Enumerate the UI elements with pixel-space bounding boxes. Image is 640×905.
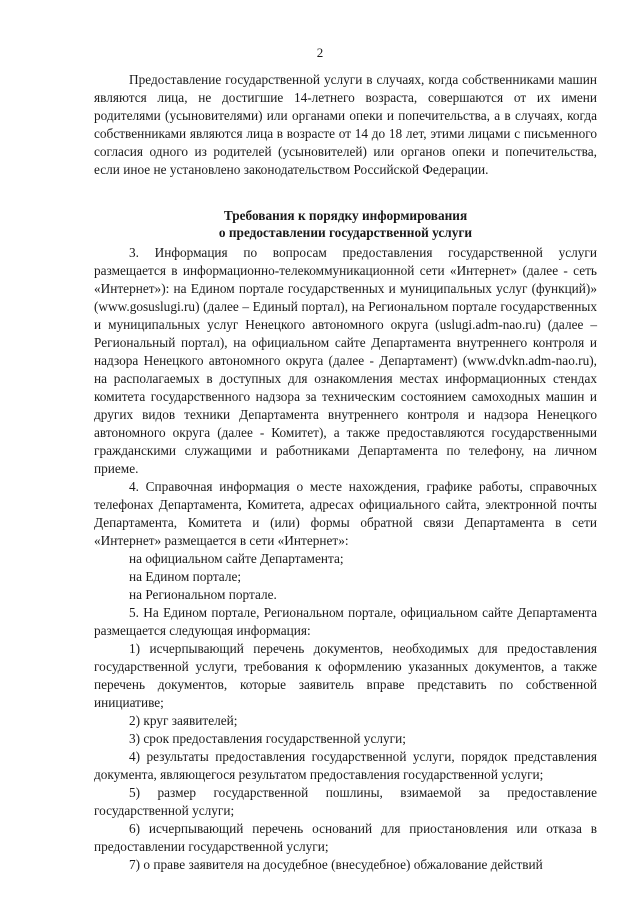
list-item-3: 3) срок предоставления государственной услуги; [129,731,406,746]
section-heading-line-2: о предоставлении государственной услуги [218,225,473,240]
list-item-6: 6) исчерпывающий перечень оснований для приостановления или отказа в предоставлении государственной услуги; [94,821,597,854]
list-item-official-site: на официальном сайте Департамента; [129,551,344,566]
list-item-single-portal: на Едином портале; [129,569,242,584]
body-block [94,244,597,874]
section-heading [94,207,597,241]
list-item-4: 4) результаты предоставления государственной услуги, порядок представления документа, являющегося результатом предоставления государственной услуги; [94,749,597,782]
list-item-7: 7) о праве заявителя на досудебное (внесудебное) обжалование действий [129,857,543,872]
list-item-5: 5) размер государственной пошлины, взимаемой за предоставление государственной услуги; [94,785,597,818]
intro-paragraph: Предоставление государственной услуги в случаях, когда собственниками машин являются лица, не достигшие 14-летнего возраста, совершаются от их имени родителями (усыновителями) или органами опеки и попечительства, а в случаях, когда собственниками являются лица в возрасте от 14 до 18 лет, этими лицами с письменного согласия одного из родителей (усыновителей) или органов опеки и попечительства, если иное не установлено законодательством Российской Федерации. [94,72,597,177]
paragraph-5: 5. На Едином портале, Региональном портале, официальном сайте Департамента размещается следующая информация: [94,605,597,638]
paragraph-3: 3. Информация по вопросам предоставления государственной услуги размещается в информационно-телекоммуникационной сети «Интернет» (далее - сеть «Интернет»): на Едином портале государственных и муниципальных услуг (функций)» (www.gosuslugi.ru) (далее – Единый портал), на Региональном портале государственных и муниципальных услуг Ненецкого автономного округа (uslugi.adm-nao.ru) (далее – Региональный портал), на официальном сайте Департамента внутреннего контроля и надзора Ненецкого автономного округа (далее - Департамент) (www.dvkn.adm-nao.ru), на располагаемых в доступных для ознакомления местах информационных стендах комитета государственного надзора за техническим состоянием самоходных машин и других видов техники Департамента внутреннего контроля и надзора Ненецкого автономного округа (далее - Комитет), а также предоставляются государственными гражданскими служащими и работниками Департамента по телефону, на личном приеме. [94,245,597,476]
page-number: 2 [316,45,324,60]
list-item-1: 1) исчерпывающий перечень документов, необходимых для предоставления государственной услуги, требования к оформлению указанных документов, а также перечень документов, которые заявитель вправе представить по собственной инициативе; [94,641,597,710]
paragraph-4: 4. Справочная информация о месте нахождения, графике работы, справочных телефонах Департамента, Комитета, адресах официального сайта, электронной почты Департамента, Комитета и (или) формы обратной связи Департамента в сети «Интернет» размещается в сети «Интернет»: [94,479,597,548]
section-heading-line-1: Требования к порядку информирования [223,208,468,223]
intro-block [94,71,597,179]
list-item-2: 2) круг заявителей; [129,713,238,728]
list-item-regional-portal: на Региональном портале. [129,587,277,602]
